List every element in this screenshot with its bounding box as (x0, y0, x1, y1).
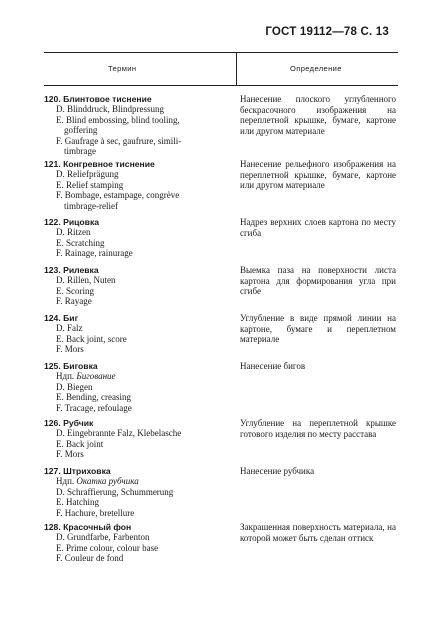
definition-text: Углубление в виде прямой линии на картоне, бумаге и переплетном материале (240, 313, 396, 345)
term-column (44, 313, 230, 355)
equivalent-fr-cont: timbrage-relief (64, 200, 118, 211)
equivalent-en: E. Prime colour, colour base (56, 542, 159, 553)
deprecated-term-note (44, 476, 230, 486)
deprecated-term: Бигование (76, 371, 116, 382)
equivalent-fr: F. Tracage, refoulage (56, 402, 132, 413)
equivalent-de: D. Rillen, Nuten (56, 275, 116, 286)
equivalent-en: E. Back joint (56, 438, 104, 449)
term-column (44, 361, 230, 413)
column-header-term: Термин (108, 64, 137, 73)
equivalent-de: D. Reliefprägung (56, 169, 119, 180)
term-title: 128. Красочный фон (44, 522, 132, 532)
term-title: 123. Рилевка (44, 265, 99, 275)
column-header-definition: Определение (290, 64, 342, 73)
term-title: 126. Рубчик (44, 418, 94, 428)
definition-text: Углубление на переплетной крышке готового изделия по месту расстава (240, 418, 396, 439)
equivalent-fr: F. Hachure, bretellure (56, 507, 135, 518)
definition-text: Нанесение рельефного изображения на переплетной крышке, бумаге, картоне или другом материале (240, 159, 396, 191)
equivalent-de: D. Eingebrannte Falz, Klebelasche (56, 428, 182, 439)
definition-text: Закрашенная поверхность материала, на которой может быть сделан оттиск (240, 522, 396, 543)
term-column (44, 466, 230, 518)
table-top-rule (44, 52, 398, 53)
term-column (44, 418, 230, 460)
equivalent-fr: F. Mors (56, 449, 84, 460)
term-title: 122. Рицовка (44, 217, 100, 227)
equivalent-fr: F. Bombage, estampage, congrève (56, 190, 180, 201)
table-header-rule (44, 85, 398, 86)
term-title: 120. Блинтовое тиснение (44, 94, 152, 104)
equivalent-de: D. Ritzen (56, 227, 91, 238)
deprecated-prefix: Ндп. (56, 476, 75, 487)
definition-text: Нанесение рубчика (240, 466, 315, 476)
term-column (44, 159, 230, 211)
deprecated-term-note (44, 371, 230, 381)
header-column-divider (236, 52, 237, 85)
equivalent-fr: F. Mors (56, 344, 84, 355)
equivalent-fr: F. Rayage (56, 296, 92, 307)
term-column (44, 265, 230, 307)
term-title: 125. Биговка (44, 361, 98, 371)
term-title: 121. Конгревное тиснение (44, 159, 155, 169)
equivalent-en: E. Scratching (56, 237, 105, 248)
equivalent-en: E. Scoring (56, 285, 94, 296)
equivalent-de: D. Falz (56, 323, 83, 334)
equivalent-de: D. Blinddruck, Blindpressung (56, 104, 164, 115)
equivalent-de: D. Schraffierung, Schummerung (56, 486, 174, 497)
term-column (44, 217, 230, 259)
term-title: 124. Биг (44, 313, 79, 323)
equivalent-en: E. Back joint, score (56, 333, 127, 344)
definition-text: Выемка паза на поверхности листа картона для формирования угла при сгибе (240, 265, 396, 297)
term-column (44, 522, 230, 564)
definition-text: Нанесение бигов (240, 361, 306, 371)
equivalent-fr: F. Couleur de fond (56, 553, 124, 564)
equivalent-en-cont: goffering (64, 125, 98, 136)
equivalent-fr: F. Rainage, rainurage (56, 248, 133, 259)
definition-text: Надрез верхних слоев картона по месту сгиба (240, 217, 396, 238)
equivalent-fr: F. Gaufrage à sec, gaufrure, simili- (56, 135, 182, 146)
term-title: 127. Штриховка (44, 466, 111, 476)
equivalent-en: E. Relief stamping (56, 179, 124, 190)
equivalent-en: E. Hatching (56, 497, 99, 508)
equivalent-fr-cont: timbrage (64, 146, 96, 157)
equivalent-de: D. Biegen (56, 381, 93, 392)
deprecated-prefix: Ндп. (56, 371, 75, 382)
page-header: ГОСТ 19112—78 С. 13 (265, 26, 389, 38)
equivalent-en: E. Blind embossing, blind tooling, (56, 114, 180, 125)
equivalent-en: E. Bending, creasing (56, 392, 131, 403)
deprecated-term: Окатка рубчика (76, 476, 139, 487)
equivalent-de: D. Grundfarbe, Farbenton (56, 532, 150, 543)
term-column (44, 94, 230, 156)
definition-text: Нанесение плоского углубленного бескрасочного изображения на переплетной крышке, бумаге, картоне или другом материале (240, 94, 396, 136)
